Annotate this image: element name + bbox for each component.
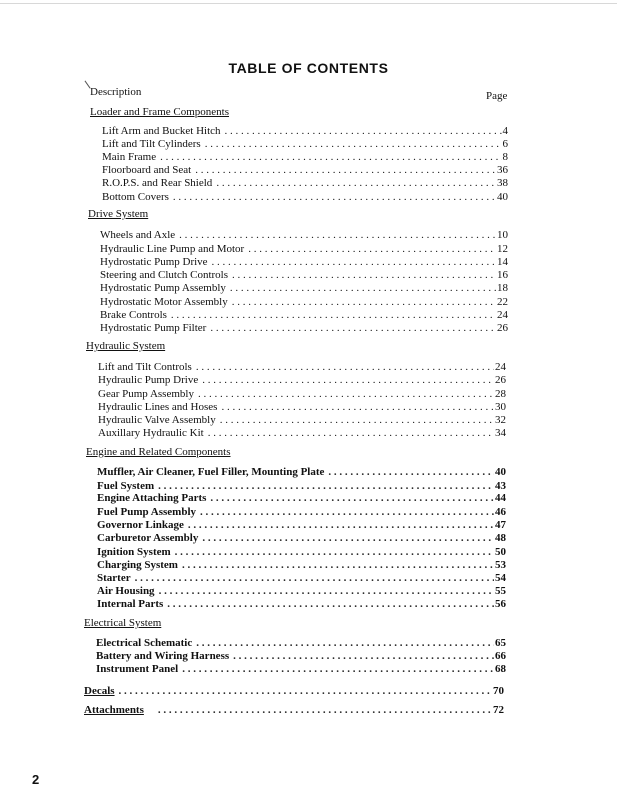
- entry-label: Main Frame: [102, 151, 157, 163]
- entry-page: 56: [495, 598, 506, 610]
- entry-label: Wheels and Axle: [100, 229, 176, 241]
- entry-label: Carburetor Assembly: [97, 532, 199, 544]
- entry-page: 30: [495, 401, 506, 413]
- toc-entry[interactable]: [102, 164, 508, 176]
- entry-page: 28: [495, 388, 506, 400]
- entry-page: 6: [502, 138, 508, 150]
- entry-page: 54: [495, 572, 506, 584]
- leader-dots: [180, 559, 494, 571]
- leader-dots: [231, 650, 494, 662]
- entry-page: 12: [497, 243, 508, 255]
- entry-label: Engine Attaching Parts: [97, 492, 207, 504]
- entry-page: 66: [495, 650, 506, 662]
- leader-dots: [208, 322, 496, 334]
- entry-label: Internal Parts: [97, 598, 164, 610]
- entry-page: 10: [497, 229, 508, 241]
- leader-dots: [158, 151, 501, 163]
- entry-label: Fuel Pump Assembly: [97, 506, 197, 518]
- leader-dots: [206, 427, 494, 439]
- entry-label: Floorboard and Seat: [102, 164, 192, 176]
- entry-label: Decals: [84, 685, 115, 697]
- toc-entry[interactable]: [98, 361, 506, 373]
- entry-page: 55: [495, 585, 506, 597]
- toc-entry[interactable]: [96, 650, 506, 662]
- entry-page: 14: [497, 256, 508, 268]
- leader-dots: [133, 572, 494, 584]
- toc-entry[interactable]: [100, 296, 508, 308]
- entry-label: Gear Pump Assembly: [98, 388, 194, 400]
- leader-dots: [203, 138, 502, 150]
- leader-dots: [196, 388, 494, 400]
- leader-dots: [208, 492, 494, 504]
- entry-page: 24: [495, 361, 506, 373]
- leader-dots: [157, 585, 494, 597]
- leader-dots: [219, 401, 494, 413]
- leader-dots: [246, 243, 496, 255]
- entry-page: 22: [497, 296, 508, 308]
- toc-entry[interactable]: [102, 151, 508, 163]
- entry-page: 26: [497, 322, 508, 334]
- leader-dots: [180, 663, 494, 675]
- entry-label: Instrument Panel: [96, 663, 179, 675]
- section-heading-drive-system[interactable]: Drive System: [88, 208, 149, 220]
- entry-page: 53: [495, 559, 506, 571]
- entry-page: 4: [502, 125, 508, 137]
- entry-label: Hydraulic Lines and Hoses: [98, 401, 218, 413]
- entry-page: 16: [497, 269, 508, 281]
- entry-page: 8: [502, 151, 508, 163]
- toc-entry[interactable]: [100, 229, 508, 241]
- entry-label: Attachments: [84, 704, 144, 716]
- entry-page: 46: [495, 506, 506, 518]
- leader-dots: [156, 704, 492, 716]
- entry-page: 38: [497, 177, 508, 189]
- entry-label: Electrical Schematic: [96, 637, 193, 649]
- section-heading-engine[interactable]: Engine and Related Components: [86, 446, 231, 458]
- entry-page: 48: [495, 532, 506, 544]
- leader-dots: [194, 637, 494, 649]
- entry-label: Hydraulic Pump Drive: [98, 374, 199, 386]
- toc-entry[interactable]: [100, 309, 508, 321]
- page-number: 2: [32, 772, 40, 787]
- entry-page: 68: [495, 663, 506, 675]
- entry-label: Hydrostatic Motor Assembly: [100, 296, 228, 308]
- entry-label: Auxillary Hydraulic Kit: [98, 427, 204, 439]
- toc-entry[interactable]: [97, 572, 506, 584]
- entry-label: Brake Controls: [100, 309, 167, 321]
- entry-label: Starter: [97, 572, 131, 584]
- toc-entry[interactable]: [96, 637, 506, 649]
- toc-entry[interactable]: [97, 492, 506, 504]
- toc-entry[interactable]: [98, 427, 506, 439]
- toc-entry[interactable]: [100, 282, 508, 294]
- leader-dots: [230, 296, 496, 308]
- page-column-header: Page: [486, 90, 508, 102]
- entry-page: 36: [497, 164, 508, 176]
- entry-label: Ignition System: [97, 546, 171, 558]
- toc-entry[interactable]: [102, 138, 508, 150]
- toc-entry[interactable]: [97, 506, 506, 518]
- toc-entry[interactable]: [97, 559, 506, 571]
- entry-page: 47: [495, 519, 506, 531]
- entry-label: Hydraulic Valve Assembly: [98, 414, 216, 426]
- leader-dots: [200, 374, 494, 386]
- entry-label: Hydrostatic Pump Filter: [100, 322, 207, 334]
- toc-entry[interactable]: [102, 125, 508, 137]
- leader-dots: [230, 269, 496, 281]
- entry-page: 24: [497, 309, 508, 321]
- toc-entry[interactable]: [97, 546, 506, 558]
- leader-dots: [194, 361, 494, 373]
- leader-dots: [200, 532, 494, 544]
- description-column-header: Description: [90, 86, 142, 98]
- entry-label: Battery and Wiring Harness: [96, 650, 230, 662]
- toc-entry[interactable]: [97, 519, 506, 531]
- toc-entry[interactable]: [97, 585, 506, 597]
- leader-dots: [223, 125, 502, 137]
- leader-dots: [214, 177, 496, 189]
- top-rule: [0, 3, 617, 4]
- leader-dots: [171, 191, 496, 203]
- toc-entry[interactable]: [100, 256, 508, 268]
- entry-label: Charging System: [97, 559, 178, 571]
- entry-label: Lift and Tilt Cylinders: [102, 138, 201, 150]
- leader-dots: [173, 546, 494, 558]
- toc-entry-attachments[interactable]: [84, 704, 504, 716]
- toc-entry[interactable]: [96, 663, 506, 675]
- entry-page: 72: [493, 704, 504, 716]
- toc-entry[interactable]: [97, 480, 506, 492]
- entry-label: Governor Linkage: [97, 519, 184, 531]
- leader-dots: [117, 685, 492, 697]
- entry-label: Lift Arm and Bucket Hitch: [102, 125, 221, 137]
- entry-label: Steering and Clutch Controls: [100, 269, 229, 281]
- entry-label: Bottom Covers: [102, 191, 169, 203]
- toc-entry[interactable]: [97, 598, 506, 610]
- toc-entry[interactable]: [97, 532, 506, 544]
- entry-page: 70: [493, 685, 504, 697]
- leader-dots: [169, 309, 496, 321]
- entry-label: R.O.P.S. and Rear Shield: [102, 177, 213, 189]
- entry-label: Air Housing: [97, 585, 155, 597]
- leader-dots: [218, 414, 494, 426]
- section-heading-loader-frame[interactable]: Loader and Frame Components: [90, 106, 229, 118]
- toc-entry[interactable]: [97, 466, 506, 478]
- section-heading-hydraulic-system[interactable]: Hydraulic System: [86, 340, 166, 352]
- entry-page: 40: [495, 466, 506, 478]
- toc-entry[interactable]: [100, 243, 508, 255]
- section-heading-electrical[interactable]: Electrical System: [84, 617, 162, 629]
- leader-dots: [165, 598, 494, 610]
- entry-page: 43: [495, 480, 506, 492]
- entry-label: Lift and Tilt Controls: [98, 361, 192, 373]
- entry-page: 65: [495, 637, 506, 649]
- leader-dots: [156, 480, 494, 492]
- entry-label: Muffler, Air Cleaner, Fuel Filler, Mounting Plate: [97, 466, 325, 478]
- toc-entry[interactable]: [102, 177, 508, 189]
- entry-page: 34: [495, 427, 506, 439]
- toc-entry[interactable]: [100, 322, 508, 334]
- entry-page: 44: [495, 492, 506, 504]
- entry-label: Hydrostatic Pump Assembly: [100, 282, 226, 294]
- toc-entry[interactable]: [98, 414, 506, 426]
- leader-dots: [228, 282, 496, 294]
- page-title: TABLE OF CONTENTS: [228, 60, 389, 76]
- entry-label: Fuel System: [97, 480, 155, 492]
- leader-dots: [193, 164, 496, 176]
- entry-page: 26: [495, 374, 506, 386]
- entry-label: Hydraulic Line Pump and Motor: [100, 243, 245, 255]
- leader-dots: [186, 519, 494, 531]
- leader-dots: [198, 506, 494, 518]
- leader-dots: [177, 229, 496, 241]
- entry-label: Hydrostatic Pump Drive: [100, 256, 208, 268]
- toc-entry[interactable]: [100, 269, 508, 281]
- entry-page: 40: [497, 191, 508, 203]
- entry-page: 18: [497, 282, 508, 294]
- leader-dots: [326, 466, 494, 478]
- toc-entry[interactable]: [98, 401, 506, 413]
- toc-entry[interactable]: [102, 191, 508, 203]
- toc-entry[interactable]: [98, 374, 506, 386]
- toc-entry[interactable]: [98, 388, 506, 400]
- entry-page: 50: [495, 546, 506, 558]
- leader-dots: [210, 256, 496, 268]
- entry-page: 32: [495, 414, 506, 426]
- toc-entry-decals[interactable]: [84, 685, 504, 697]
